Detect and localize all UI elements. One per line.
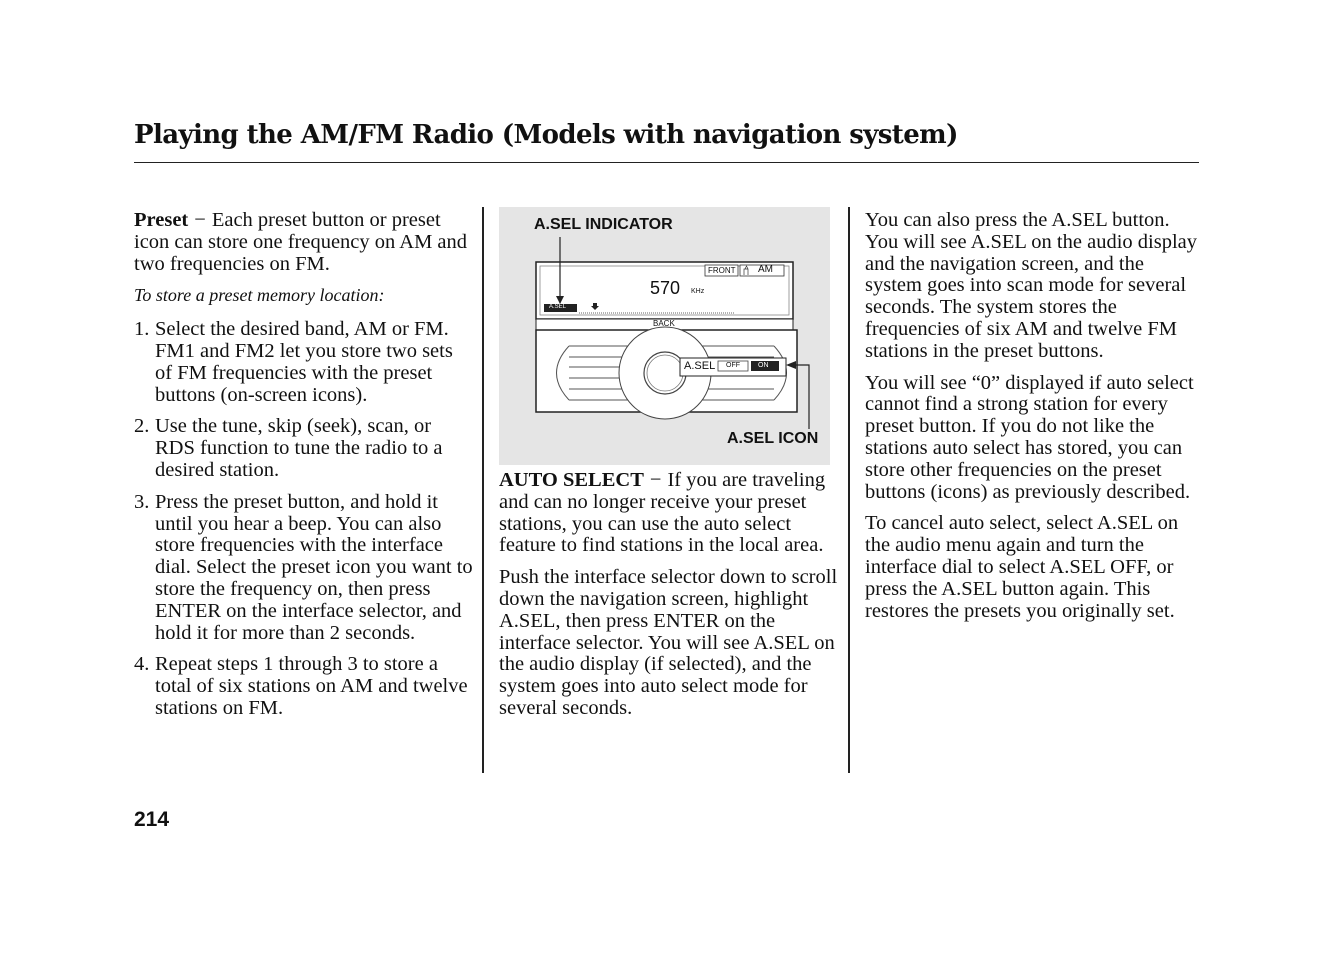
frequency-unit: KHz [691, 288, 705, 295]
asel-button-paragraph: You can also press the A.SEL button. You will see A.SEL on the audio display and the navigation screen, and the system goes into scan mode for several seconds. The system stores the frequencies of six AM and twelve FM stations in the preset buttons. [865, 209, 1197, 362]
step-text: Repeat steps 1 through 3 to store a total of six stations on AM and twelve stations on FM. [155, 653, 468, 719]
auto-select-text: If you are traveling and can no longer receive your preset stations, you can use the auto select feature to find stations in the local area. [499, 469, 826, 557]
step-number: 3. [134, 490, 150, 513]
asel-off-option: OFF [726, 362, 740, 369]
back-tab: BACK [653, 319, 675, 328]
step-text: Press the preset button, and hold it until you hear a beep. You can also store frequencies with the interface dial. Select the preset icon you want to store the frequency on, then press ENTER on the interface selector, and hold it for more than 2 seconds. [155, 490, 473, 644]
column-right [865, 210, 1205, 632]
step-number: 4. [134, 653, 150, 676]
subheading: To store a preset memory location: [134, 285, 385, 306]
auto-select-paragraph [499, 470, 839, 557]
asel-indicator-label: A.SEL INDICATOR [534, 216, 673, 233]
column-divider-left [482, 207, 484, 773]
asel-on-option: ON [758, 362, 769, 369]
step-item [134, 492, 474, 645]
auto-select-lead: AUTO SELECT [499, 469, 644, 491]
column-divider-right [848, 207, 850, 773]
step-item [134, 416, 474, 481]
zero-display-paragraph: You will see “0” displayed if auto select cannot find a strong station for every preset button. If you do not like the stations auto select has stored, you can store other frequencies on the preset buttons (icons) as previously described. [865, 371, 1194, 503]
front-tag: FRONT [708, 266, 736, 275]
preset-paragraph [134, 210, 474, 275]
asel-icon-label: A.SEL ICON [727, 430, 819, 447]
preset-text: Each preset button or preset icon can store one frequency on AM and two frequencies on FM. [134, 209, 468, 275]
preset-lead: Preset [134, 209, 189, 231]
page-number: 214 [134, 808, 170, 831]
radio-illustration [499, 207, 830, 465]
title-divider [134, 162, 1199, 163]
step-item [134, 319, 474, 406]
frequency-readout: 570 [650, 278, 681, 298]
page-title: Playing the AM/FM Radio (Models with navigation system) [134, 120, 958, 150]
band-tag: AM [758, 264, 773, 275]
auto-select-dash: − [649, 469, 662, 491]
steps-list [134, 319, 474, 720]
step-number: 1. [134, 318, 150, 341]
asel-icon-button: A.SEL [684, 360, 716, 372]
interface-selector-paragraph: Push the interface selector down to scroll down the navigation screen, highlight A.SEL, then press ENTER on the interface selector. You will see A.SEL on the audio display (if selected), and the system goes into auto select mode for several seconds. [499, 566, 838, 719]
column-left [134, 210, 474, 730]
step-item [134, 654, 474, 719]
step-text: Select the desired band, AM or FM. FM1 and FM2 let you store two sets of FM frequencies with the preset buttons (on-screen icons). [155, 318, 453, 406]
step-number: 2. [134, 415, 150, 438]
column-middle [499, 470, 839, 730]
asel-figure [499, 207, 830, 465]
preset-dash: − [194, 209, 206, 231]
asel-indicator-tag: A.SEL [549, 304, 567, 310]
cancel-paragraph: To cancel auto select, select A.SEL on the audio menu again and turn the interface dial to select A.SEL OFF, or press the A.SEL button again. This restores the presets you originally set. [865, 512, 1179, 622]
step-text: Use the tune, skip (seek), scan, or RDS function to tune the radio to a desired station. [155, 415, 443, 481]
